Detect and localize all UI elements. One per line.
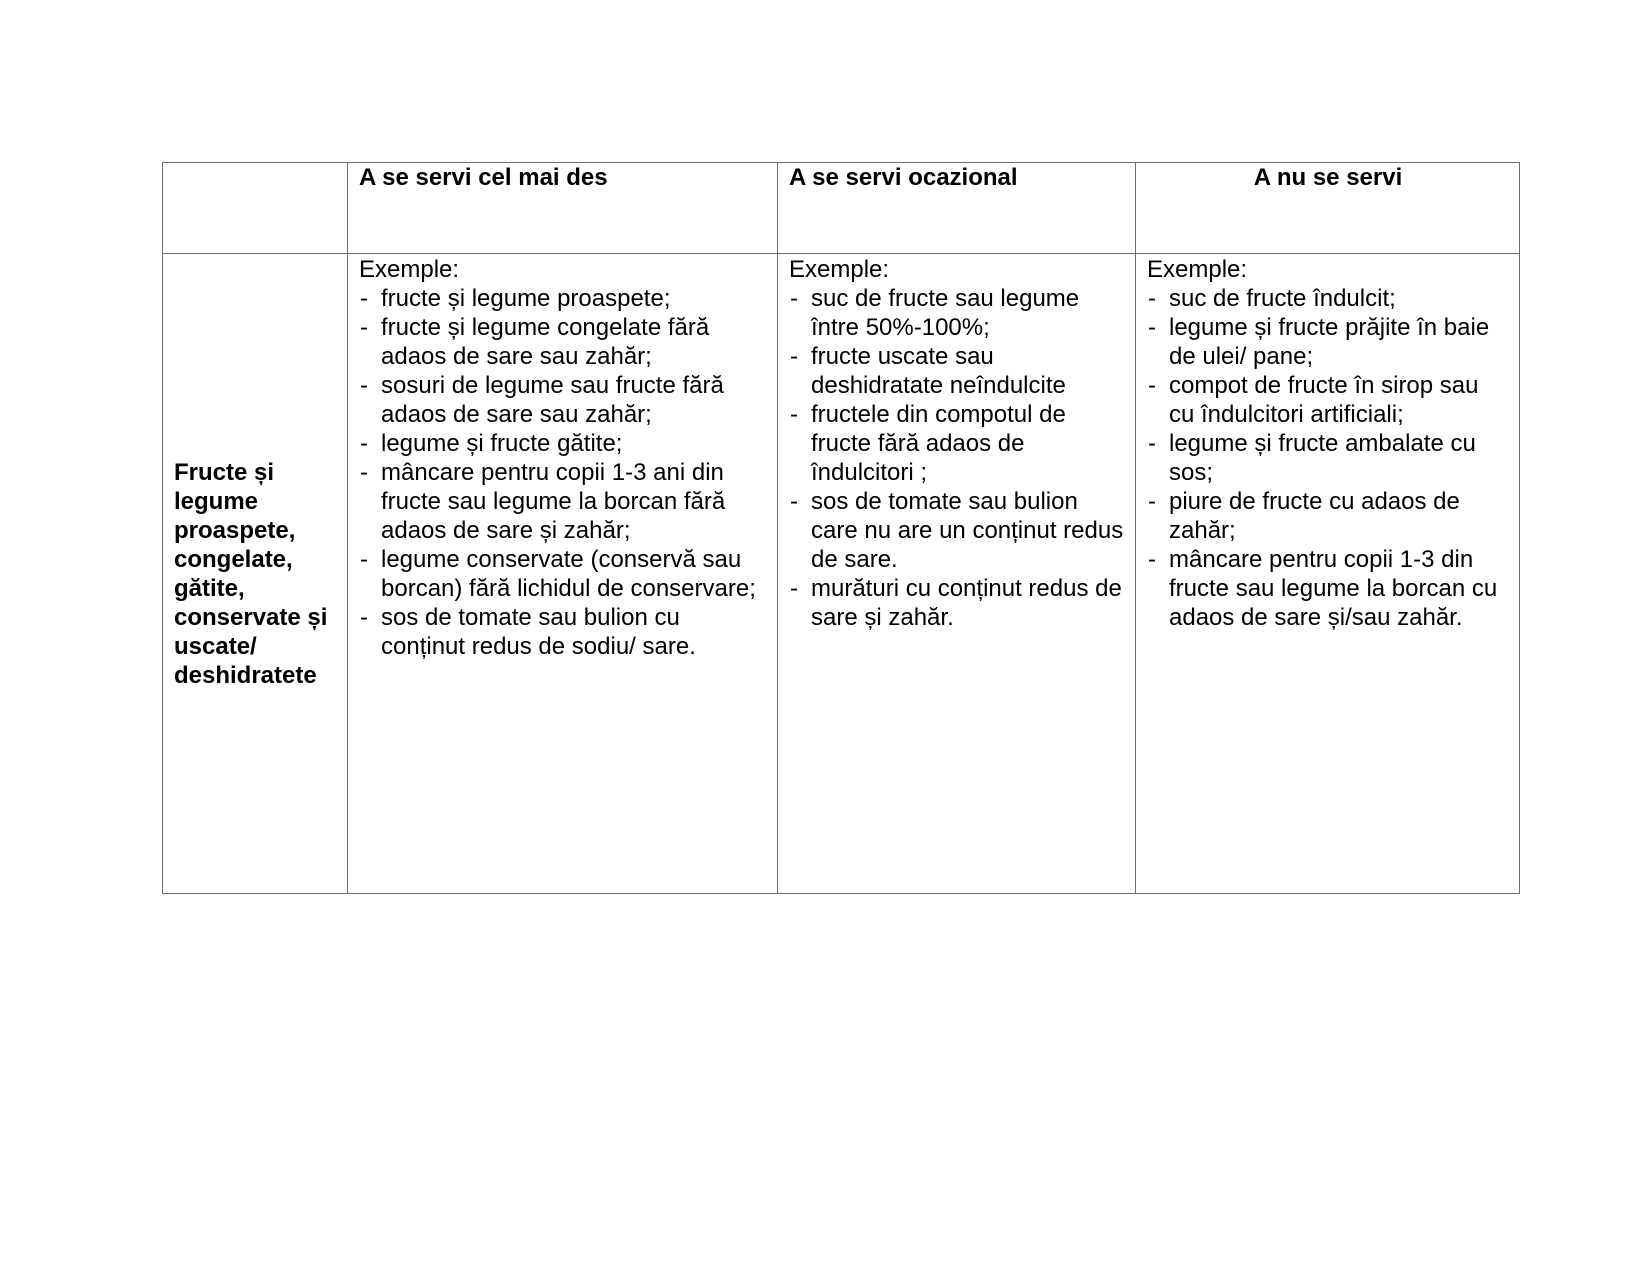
list-item: - murături cu conținut redus de sare și zahăr. bbox=[790, 575, 1122, 631]
examples-label: Exemple: bbox=[1147, 256, 1248, 283]
category-row bbox=[163, 254, 1520, 894]
list-item: - legume și fructe prăjite în baie de ulei/ pane; bbox=[1148, 314, 1490, 370]
list-item: - compot de fructe în sirop sau cu îndulcitori artificiali; bbox=[1148, 372, 1479, 428]
header-serve-occasionally: A se servi ocazional bbox=[778, 163, 1136, 254]
list-item: - fructe uscate sau deshidratate neîndulcite bbox=[790, 343, 1066, 399]
list-item: - sos de tomate sau bulion care nu are un conținut redus de sare. bbox=[790, 488, 1124, 573]
list-item: - sos de tomate sau bulion cu conținut redus de sodiu/ sare. bbox=[360, 604, 696, 660]
examples-list bbox=[789, 284, 1125, 632]
list-item: - sosuri de legume sau fructe fără adaos de sare sau zahăr; bbox=[360, 372, 724, 428]
list-item: - fructe și legume proaspete; bbox=[360, 285, 671, 312]
list-item: - suc de fructe îndulcit; bbox=[1148, 285, 1396, 312]
examples-list bbox=[359, 284, 767, 661]
list-item: - fructele din compotul de fructe fără adaos de îndulcitori ; bbox=[790, 401, 1066, 486]
header-serve-most-often: A se servi cel mai des bbox=[348, 163, 778, 254]
examples-label: Exemple: bbox=[789, 256, 890, 283]
examples-label: Exemple: bbox=[359, 256, 460, 283]
list-item: - fructe și legume congelate fără adaos de sare sau zahăr; bbox=[360, 314, 710, 370]
list-item: - mâncare pentru copii 1-3 din fructe sau legume la borcan cu adaos de sare și/sau zahăr. bbox=[1148, 546, 1498, 631]
serve-occasionally-cell bbox=[778, 254, 1136, 894]
list-item: - legume și fructe ambalate cu sos; bbox=[1148, 430, 1476, 486]
list-item: - legume conservate (conservă sau borcan) fără lichidul de conservare; bbox=[360, 546, 756, 602]
list-item: - legume și fructe gătite; bbox=[360, 430, 623, 457]
serve-most-often-cell bbox=[348, 254, 778, 894]
list-item: - mâncare pentru copii 1-3 ani din fructe sau legume la borcan fără adaos de sare și zahăr; bbox=[360, 459, 726, 544]
list-item: - piure de fructe cu adaos de zahăr; bbox=[1148, 488, 1460, 544]
header-empty-cell bbox=[163, 163, 348, 254]
header-do-not-serve: A nu se servi bbox=[1136, 163, 1520, 254]
examples-list bbox=[1147, 284, 1509, 632]
food-guidelines-table bbox=[162, 162, 1520, 894]
do-not-serve-cell bbox=[1136, 254, 1520, 894]
list-item: - suc de fructe sau legume între 50%-100%; bbox=[790, 285, 1080, 341]
category-cell: Fructe și legume proaspete, congelate, gătite, conservate și uscate/ deshidratete bbox=[163, 254, 348, 894]
header-row bbox=[163, 163, 1520, 254]
